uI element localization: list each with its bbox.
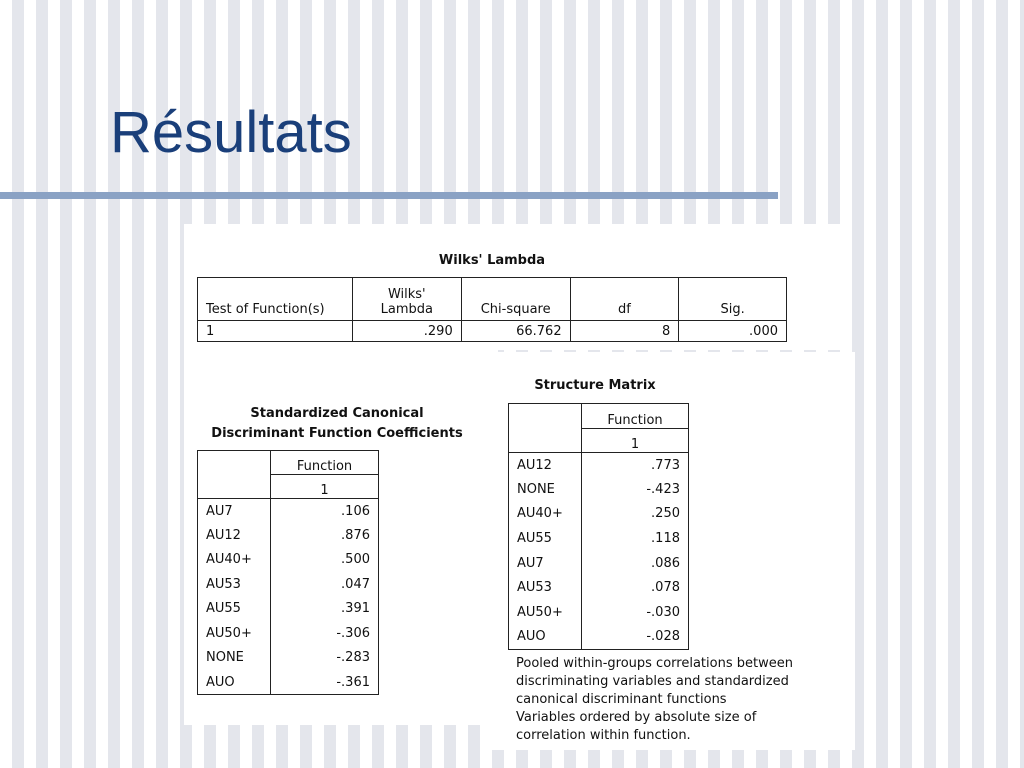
coef-row-label: AUO [198,670,271,695]
wilks-cell-chisq: 66.762 [461,321,570,342]
coef-subheader-row [198,475,379,499]
structure-row-label: NONE [509,477,582,502]
wilks-header-df: df [570,278,679,321]
table-row [198,572,379,597]
wilks-cell-lambda: .290 [352,321,461,342]
footnote-line: Variables ordered by absolute size of [516,710,757,725]
structure-row-label: AU55 [509,526,582,551]
structure-row-label: AUO [509,625,582,650]
coef-row-value: .106 [271,499,379,524]
coef-row-label: AU40+ [198,548,271,573]
coef-row-label: AU55 [198,597,271,622]
table-row [198,646,379,671]
footnote-line: Pooled within-groups correlations between [516,656,793,671]
coef-caption-line1: Standardized Canonical [250,406,424,421]
table-row [198,621,379,646]
footnote-line: discriminating variables and standardized [516,674,789,689]
wilks-header-sig: Sig. [679,278,787,321]
table-row [509,600,689,625]
structure-footnote [516,655,846,745]
structure-subheader-blank [509,429,582,453]
table-row [509,526,689,551]
coef-caption [197,404,477,444]
structure-row-label: AU53 [509,575,582,600]
structure-row-value: .118 [582,526,689,551]
coef-header-blank [198,451,271,475]
slide-title: Résultats [110,100,352,165]
wilks-table [197,277,787,342]
wilks-header-chisq: Chi-square [461,278,570,321]
footnote-line: canonical discriminant functions [516,692,727,707]
wilks-header-row [198,278,787,321]
structure-row-value: .773 [582,453,689,478]
wilks-caption: Wilks' Lambda [438,253,546,268]
coef-row-label: AU7 [198,499,271,524]
coef-header-row [198,451,379,475]
structure-row-label: AU12 [509,453,582,478]
structure-row-label: AU50+ [509,600,582,625]
table-row [198,597,379,622]
coef-row-value: -.361 [271,670,379,695]
structure-caption: Structure Matrix [534,378,656,393]
table-row [509,453,689,478]
structure-row-value: -.028 [582,625,689,650]
structure-row-value: .086 [582,551,689,576]
coef-row-label: AU50+ [198,621,271,646]
structure-row-value: .078 [582,575,689,600]
coef-header-function: Function [271,451,379,475]
structure-row-label: AU40+ [509,502,582,527]
wilks-cell-df: 8 [570,321,679,342]
coef-subheader-blank [198,475,271,499]
wilks-cell-test: 1 [198,321,353,342]
coef-row-label: AU12 [198,523,271,548]
coef-row-label: AU53 [198,572,271,597]
coef-row-value: .876 [271,523,379,548]
coef-row-label: NONE [198,646,271,671]
table-row [509,625,689,650]
wilks-data-row [198,321,787,342]
table-row [509,477,689,502]
coef-row-value: -.306 [271,621,379,646]
structure-row-value: .250 [582,502,689,527]
wilks-header-lambda [352,278,461,321]
table-row [198,499,379,524]
coef-row-value: .500 [271,548,379,573]
table-row [198,670,379,695]
wilks-cell-sig: .000 [679,321,787,342]
structure-row-value: -.030 [582,600,689,625]
footnote-line: correlation within function. [516,728,691,743]
coef-header-function-number: 1 [271,475,379,499]
table-row [509,575,689,600]
table-row [509,502,689,527]
wilks-header-lambda-line1: Wilks' [387,287,426,302]
structure-row-label: AU7 [509,551,582,576]
coef-caption-line2: Discriminant Function Coefficients [211,426,463,441]
structure-header-blank [509,404,582,429]
table-row [198,548,379,573]
coef-row-value: -.283 [271,646,379,671]
wilks-header-test: Test of Function(s) [198,278,353,321]
title-divider [0,192,778,199]
wilks-header-lambda-line2: Lambda [380,302,433,317]
coef-row-value: .391 [271,597,379,622]
coef-row-value: .047 [271,572,379,597]
table-row [198,523,379,548]
structure-row-value: -.423 [582,477,689,502]
coefficients-table [197,450,379,695]
structure-header-function-number: 1 [582,429,689,453]
structure-table [508,403,689,650]
structure-header-function: Function [582,404,689,429]
structure-subheader-row [509,429,689,453]
table-row [509,551,689,576]
structure-header-row [509,404,689,429]
